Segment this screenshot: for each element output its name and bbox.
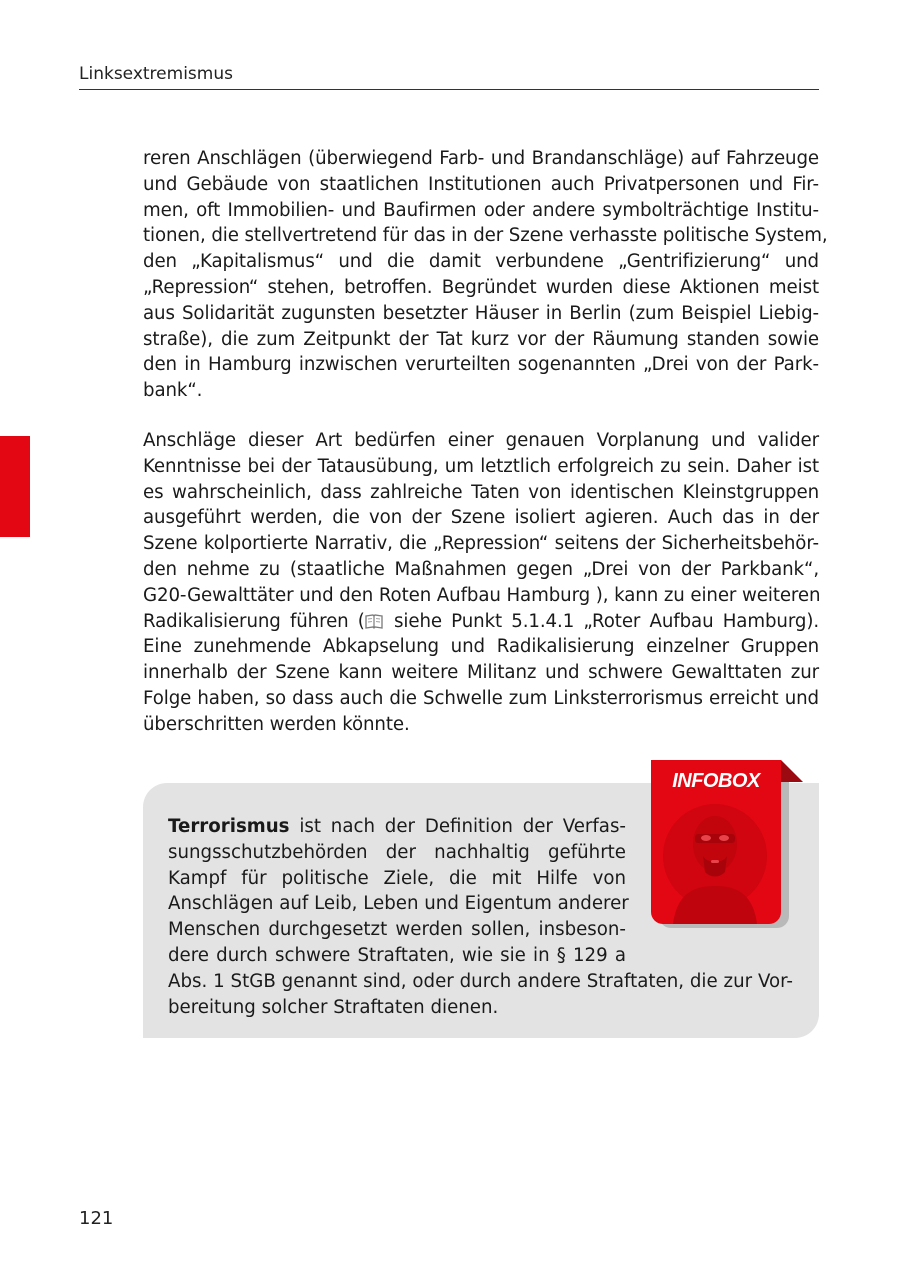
- text-line: es wahrscheinlich, dass zahlreiche Taten von identischen Kleinstgruppen: [143, 481, 819, 503]
- text-line: ausgeführt werden, die von der Szene isoliert agieren. Auch das in der: [143, 507, 819, 529]
- masked-person-icon: [651, 798, 781, 924]
- infobox-badge: [651, 760, 781, 924]
- infobox-label: INFOBOX: [672, 770, 760, 792]
- text-line: dere durch schwere Straftaten, wie sie in § 129 a: [168, 944, 626, 966]
- infobox-first-line: ist nach der Definition der Verfas-: [289, 816, 626, 837]
- header-divider: [79, 89, 819, 90]
- text-line: [168, 814, 626, 840]
- body-paragraph-2: [143, 428, 819, 738]
- text-line: und Gebäude von staatlichen Institutionen auch Privatpersonen und Fir-: [143, 173, 819, 195]
- text-line: Szene kolportierte Narrativ, die „Repression“ seitens der Sicherheitsbehör-: [143, 533, 819, 555]
- text-line: den in Hamburg inzwischen verurteilten sogenannten „Drei von der Park-: [143, 354, 819, 376]
- running-header: Linksextremismus: [79, 64, 233, 84]
- chapter-marker: [0, 436, 30, 537]
- text-line: Folge haben, so dass auch die Schwelle zum Linksterrorismus erreicht und: [143, 687, 819, 709]
- text-line: Kampf für politische Ziele, die mit Hilfe von: [168, 867, 626, 889]
- text-line: reren Anschlägen (überwiegend Farb- und Brandanschläge) auf Fahrzeuge: [143, 148, 819, 169]
- text-line: den nehme zu (staatliche Maßnahmen gegen „Drei von der Parkbank“,: [143, 558, 819, 580]
- text-line: aus Solidarität zugunsten besetzter Häuser in Berlin (zum Beispiel Liebig-: [143, 302, 819, 324]
- book-icon[interactable]: [365, 614, 383, 629]
- infobox-badge-fold: [781, 760, 803, 782]
- text-line: den „Kapitalismus“ und die damit verbundene „Gentrifizierung“ und: [143, 251, 819, 273]
- text-line: Abs. 1 StGB genannt sind, oder durch andere Straftaten, die zur Vor-: [168, 970, 793, 992]
- ref-suffix: siehe Punkt 5.1.4.1 „Roter Aufbau Hamburg).: [384, 610, 820, 632]
- cross-reference-line: [143, 609, 819, 635]
- text-line: tionen, die stellvertretend für das in der Szene verhasste politische System,: [143, 225, 828, 247]
- page-number: 121: [79, 1208, 114, 1229]
- text-line: Menschen durchgesetzt werden sollen, insbeson-: [168, 919, 626, 941]
- text-line: men, oft Immobilien- und Baufirmen oder andere symbolträchtige Institu-: [143, 199, 819, 221]
- text-line: überschritten werden könnte.: [143, 713, 410, 735]
- text-line: straße), die zum Zeitpunkt der Tat kurz vor der Räumung standen sowie: [143, 328, 819, 350]
- text-line: innerhalb der Szene kann weitere Militanz und schwere Gewalttaten zur: [143, 662, 819, 684]
- infobox-term: Terrorismus: [168, 816, 290, 837]
- text-line: sungsschutzbehörden der nachhaltig geführte: [168, 841, 626, 863]
- text-line: Anschlägen auf Leib, Leben und Eigentum anderer: [168, 893, 629, 915]
- ref-prefix: Radikalisierung führen (: [143, 610, 365, 632]
- text-line: Eine zunehmende Abkapselung und Radikalisierung einzelner Gruppen: [143, 636, 819, 658]
- text-line: Kenntnisse bei der Tatausübung, um letztlich erfolgreich zu sein. Daher ist: [143, 455, 819, 477]
- text-line: „Repression“ stehen, betroffen. Begründet wurden diese Aktionen meist: [143, 276, 819, 298]
- text-line: G20-Gewalttäter und den Roten Aufbau Hamburg ), kann zu einer weiteren: [143, 584, 821, 606]
- text-line: bereitung solcher Straftaten dienen.: [168, 996, 499, 1018]
- text-line: bank“.: [143, 380, 203, 402]
- body-paragraph-1: [143, 146, 828, 404]
- text-line: Anschläge dieser Art bedürfen einer genauen Vorplanung und valider: [143, 430, 819, 451]
